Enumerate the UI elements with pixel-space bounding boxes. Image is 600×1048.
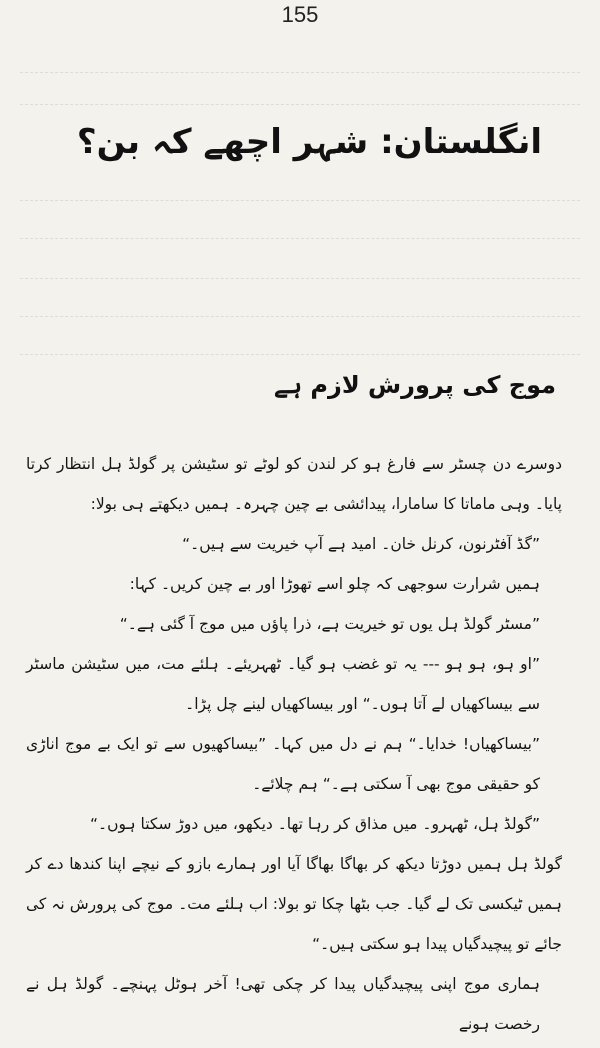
paragraph: ہماری موج اپنی پیچیدگیاں پیدا کر چکی تھی! آخر ہوٹل پہنچے۔ گولڈ ہل نے رخصت ہونے [26,975,540,1033]
paragraph: گولڈ ہل ہمیں دوڑتا دیکھ کر بھاگا بھاگا آیا اور ہمارے بازو کے نیچے اپنا کندھا دے کر ہمیں ٹیکسی تک لے گیا۔ جب بٹھا چکا تو بولا: اب ہلئے مت۔ موج کی پرورش نہ کی جائے تو پیچیدگیاں پیدا ہو سکتی ہیں۔“ [26,855,562,953]
bleed-through-line [20,344,580,355]
bleed-through-line [20,62,580,73]
body-text [26,444,562,1044]
bleed-through-line [20,228,580,239]
paragraph: ”بیساکھیاں! خدایا۔“ ہم نے دل میں کہا۔ ”بیساکھیوں سے تو ایک بے موج اناڑی کو حقیقی موج بھی آ سکتی ہے۔“ ہم چلائے۔ [26,735,540,793]
paragraph: ہمیں شرارت سوجھی کہ چلو اسے تھوڑا اور بے چین کریں۔ کہا: [129,575,540,593]
paragraph: ”گڈ آفٹرنون، کرنل خان۔ امید ہے آپ خیریت سے ہیں۔“ [182,535,540,553]
paragraph: دوسرے دن چسٹر سے فارغ ہو کر لندن کو لوٹے تو سٹیشن پر گولڈ ہل انتظار کرتا پایا۔ وہی ماماتا کا سامارا، پیدائشی بے چین چہرہ۔ ہمیں دیکھتے ہی بولا: [26,455,562,513]
page-number: 155 [281,2,319,27]
bleed-through-line [20,306,580,317]
paragraph: ”گولڈ ہل، ٹھہرو۔ میں مذاق کر رہا تھا۔ دیکھو، میں دوڑ سکتا ہوں۔“ [89,815,540,833]
paragraph: ”او ہو، ہو ہو --- یہ تو غضب ہو گیا۔ ٹھہریئے۔ ہلئے مت، میں سٹیشن ماسٹر سے بیساکھیاں لے آتا ہوں۔“ اور بیساکھیاں لینے چل پڑا۔ [26,655,540,713]
bleed-through-line [20,94,580,105]
paragraph: ”مسٹر گولڈ ہل یوں تو خیریت ہے، ذرا پاؤں میں موج آ گئی ہے۔“ [119,615,540,633]
section-heading: موج کی پرورش لازم ہے [273,371,556,399]
bleed-through-line [20,268,580,279]
bleed-through-line [20,190,580,201]
chapter-title: انگلستان: شہر اچھے کہ بن؟ [76,122,542,162]
